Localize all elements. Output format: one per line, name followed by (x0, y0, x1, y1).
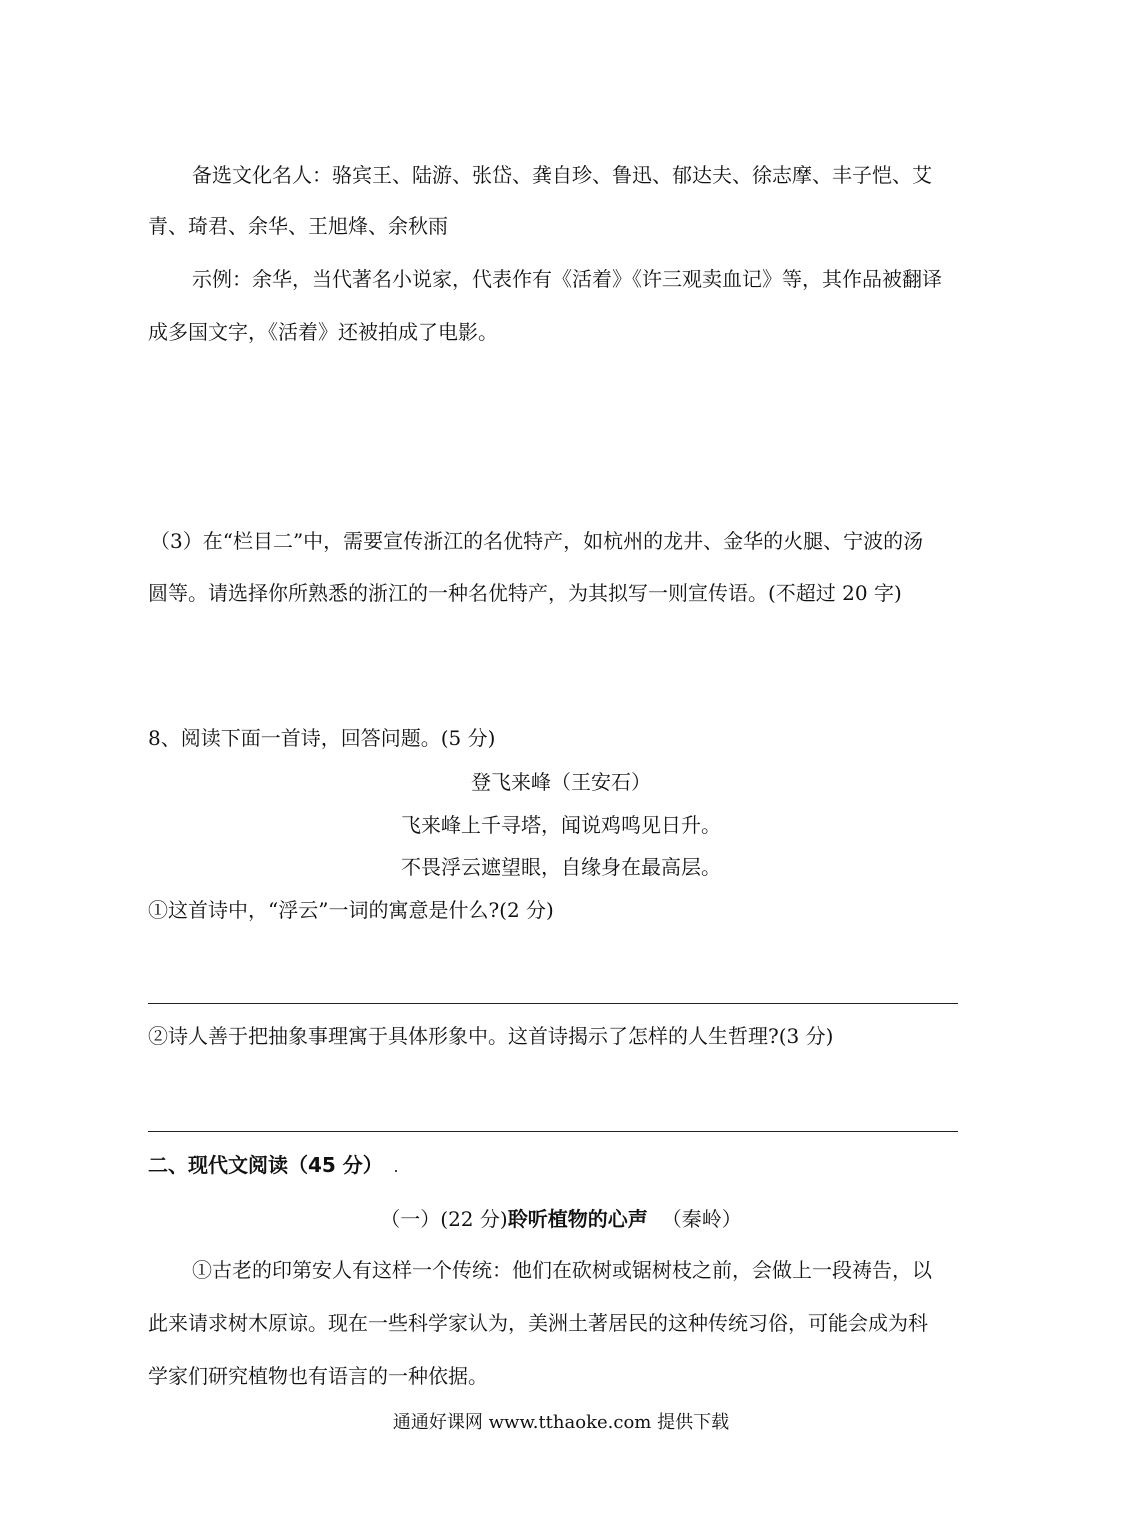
question-8-prompt: 8、阅读下面一首诗，回答问题。(5 分) (148, 726, 496, 750)
subtitle-title: 聆听植物的心声 (507, 1207, 648, 1231)
poem-line-2: 不畏浮云遮望眼，自缘身在最高层。 (401, 855, 721, 879)
passage-subtitle (0, 1205, 1122, 1233)
subtitle-prefix: （一）(22 分) (380, 1207, 508, 1231)
section-heading: 二、现代文阅读（45 分） (148, 1153, 383, 1177)
part3-line-1: （3）在“栏目二”中，需要宣传浙江的名优特产，如杭州的龙井、金华的火腿、宁波的汤 (150, 529, 924, 553)
example-line-1: 示例：余华，当代著名小说家，代表作有《活着》《许三观卖血记》等，其作品被翻译 (192, 267, 942, 291)
poem-line-1: 飞来峰上千寻塔，闻说鸡鸣见日升。 (401, 813, 721, 837)
paragraph-1-line-1: ①古老的印第安人有这样一个传统：他们在砍树或锯树枝之前，会做上一段祷告，以 (192, 1258, 932, 1282)
candidates-line-1: 备选文化名人：骆宾王、陆游、张岱、龚自珍、鲁迅、郁达夫、徐志摩、丰子恺、艾 (192, 163, 932, 187)
paragraph-1-line-2: 此来请求树木原谅。现在一些科学家认为，美洲土著居民的这种传统习俗，可能会成为科 (148, 1311, 928, 1335)
paragraph-1-line-3: 学家们研究植物也有语言的一种依据。 (148, 1364, 488, 1388)
page-footer: 通通好课网 www.tthaoke.com 提供下载 (392, 1412, 730, 1433)
part3-line-2: 圆等。请选择你所熟悉的浙江的一种名优特产，为其拟写一则宣传语。(不超过 20 字) (148, 581, 902, 605)
example-line-2: 成多国文字，《活着》还被拍成了电影。 (148, 320, 498, 344)
sub-question-1: ①这首诗中，“浮云”一词的寓意是什么?(2 分) (148, 898, 554, 922)
candidates-line-2: 青、琦君、余华、王旭烽、余秋雨 (148, 214, 448, 238)
subtitle-author: （秦岭） (661, 1207, 742, 1231)
sub-question-2: ②诗人善于把抽象事理寓于具体形象中。这首诗揭示了怎样的人生哲理?(3 分) (148, 1024, 834, 1048)
poem-title: 登飞来峰（王安石） (471, 770, 651, 794)
answer-line-2 (148, 1131, 958, 1132)
answer-line-1 (148, 1003, 958, 1004)
stray-mark (395, 1170, 397, 1172)
